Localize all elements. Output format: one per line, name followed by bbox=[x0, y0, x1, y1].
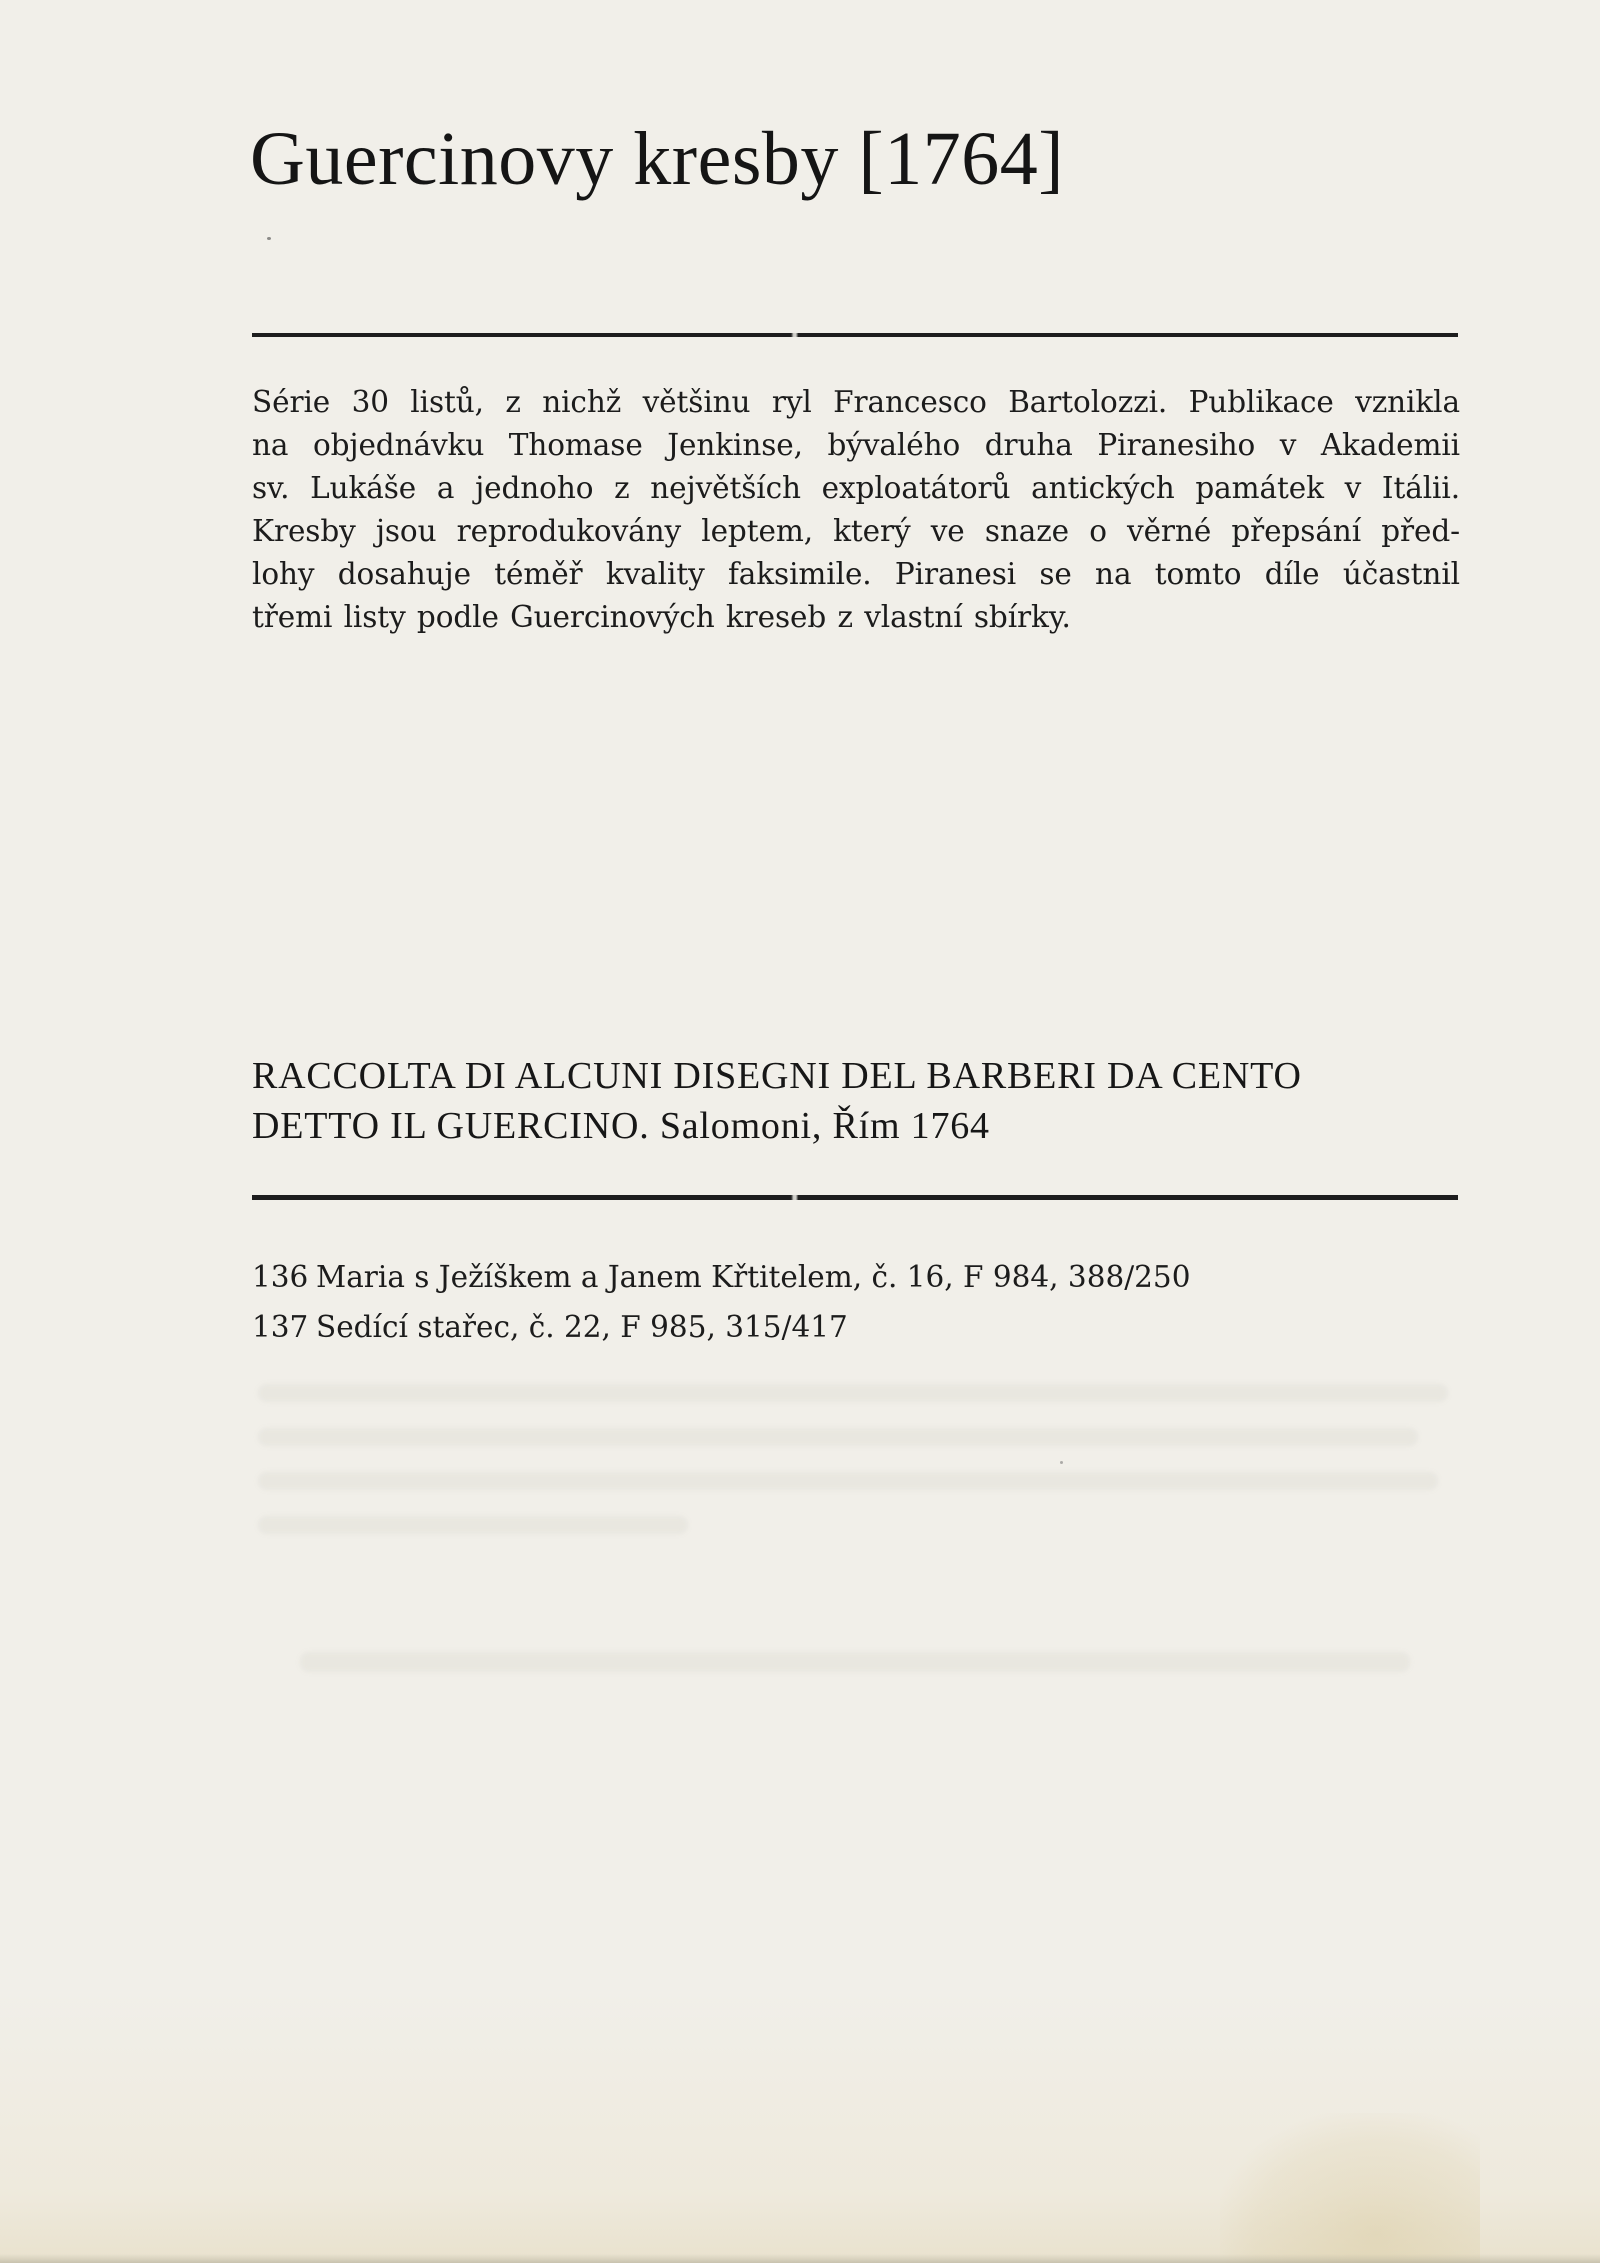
section-heading-line-1: RACCOLTA DI ALCUNI DISEGNI DEL BARBERI DA CENTO bbox=[252, 1055, 1302, 1097]
catalog-list bbox=[252, 1252, 1512, 1352]
bleedthrough-line bbox=[258, 1384, 1448, 1402]
intro-line: sv. Lukáše a jednoho z největších exploatátorů antických památek v Itálii. bbox=[252, 471, 1460, 505]
intro-line: Série 30 listů, z nichž většinu ryl Francesco Bartolozzi. Publikace vznikla bbox=[252, 385, 1460, 419]
paper-speck bbox=[267, 237, 271, 240]
paper-speck bbox=[1060, 1461, 1063, 1464]
section-heading-line-2: DETTO IL GUERCINO. Salomoni, Řím 1764 bbox=[252, 1105, 990, 1147]
intro-line: na objednávku Thomase Jenkinse, bývalého druha Piranesiho v Akademii bbox=[252, 428, 1460, 462]
catalog-entry bbox=[252, 1302, 1512, 1352]
bottom-divider-rule bbox=[252, 1195, 1458, 1200]
page-title: Guercinovy kresby [1764] bbox=[250, 117, 1065, 201]
page-bottom-edge bbox=[0, 2254, 1600, 2263]
section-heading bbox=[252, 1051, 1512, 1151]
entry-description: Maria s Ježíškem a Janem Křtitelem, č. 16, F 984, 388/250 bbox=[316, 1260, 1191, 1294]
catalog-entry bbox=[252, 1252, 1512, 1302]
paper-speck bbox=[664, 631, 667, 634]
entry-description: Sedící stařec, č. 22, F 985, 315/417 bbox=[316, 1310, 848, 1344]
paper-stain bbox=[1220, 2113, 1480, 2263]
intro-line: třemi listy podle Guercinových kreseb z vlastní sbírky. bbox=[252, 600, 1071, 634]
bleedthrough-line bbox=[258, 1516, 688, 1534]
bleedthrough-line bbox=[300, 1652, 1410, 1672]
bleedthrough-line bbox=[258, 1428, 1418, 1446]
bleedthrough-line bbox=[258, 1472, 1438, 1490]
top-divider-rule bbox=[252, 333, 1458, 337]
entry-number: 137 bbox=[252, 1310, 309, 1344]
entry-number: 136 bbox=[252, 1260, 309, 1294]
intro-line: Kresby jsou reprodukovány leptem, který ve snaze o věrné přepsání před- bbox=[252, 514, 1460, 548]
intro-line: lohy dosahuje téměř kvality faksimile. Piranesi se na tomto díle účastnil bbox=[252, 557, 1460, 591]
intro-paragraph bbox=[252, 381, 1460, 639]
